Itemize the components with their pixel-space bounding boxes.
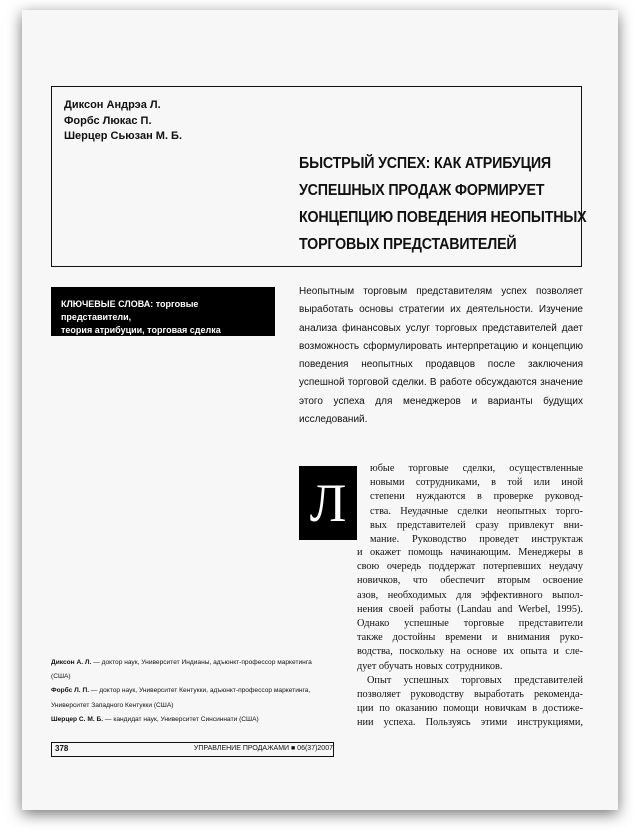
keywords-line-1: КЛЮЧЕВЫЕ СЛОВА: торговые представители, xyxy=(61,299,199,322)
body-line: также достойны времени и внимания руко- xyxy=(357,632,583,644)
footer-rule-bottom xyxy=(51,756,334,757)
article-title xyxy=(299,150,587,258)
body-line: свою очередь поддержат потерпевших неудачу xyxy=(357,561,583,573)
body-line: ства. Неудачные сделки неопытных торго- xyxy=(370,505,583,517)
note-author-name: Шерцер С. М. Б. xyxy=(51,715,104,723)
body-line: вых представителей сразу привлекут вни- xyxy=(370,519,583,531)
title-line: БЫСТРЫЙ УСПЕХ: КАК АТРИБУЦИЯ xyxy=(299,155,551,172)
keywords-box xyxy=(51,287,275,336)
drop-cap: Л xyxy=(299,466,357,540)
body-line: мание. Руководство проведет инструктаж xyxy=(370,534,583,546)
author-note xyxy=(51,684,341,698)
body-line: Однако успешные торговые представители xyxy=(357,618,583,630)
authors-block xyxy=(64,98,182,145)
note-text: — доктор наук, Университет Кентукки, адъюнкт-профессор маркетинга, xyxy=(89,687,311,695)
body-line: юбые торговые сделки, осуществленные xyxy=(370,463,583,474)
footer-rule-left xyxy=(51,742,52,756)
body-line: нии успеха. Пользуясь этими инструкциями, xyxy=(357,717,583,729)
body-line: ции по оказанию помощи новичкам в достиже- xyxy=(357,703,583,715)
abstract-text: Неопытным торговым представителям успех позволяет выработать основы стратегии их деятельности. Изучение анализа финансовых услуг торговых представителей дает возможность сформулировать интерпретацию и концепцию поведения неопытных продавцов после заключения успешной торговой сделки. В работе обсуждаются значение этого успеха для менеджеров и варианты будущих исследований. xyxy=(299,286,583,426)
author-3: Шерцер Сьюзан М. Б. xyxy=(64,130,183,142)
author-note-cont: Университет Западного Кентукки (США) xyxy=(51,701,174,709)
title-line: ТОРГОВЫХ ПРЕДСТАВИТЕЛЕЙ xyxy=(299,236,517,253)
author-2: Форбс Люкас П. xyxy=(64,114,152,127)
footer-rule-top xyxy=(51,742,334,743)
body-line: водства, поскольку на основе их опыта и сле- xyxy=(357,646,583,658)
body-line: Опыт успешных торговых представителей xyxy=(367,674,583,686)
body-line: новичков, что обеспечит вторым освоение xyxy=(357,575,583,587)
title-line: КОНЦЕПЦИЮ ПОВЕДЕНИЯ НЕОПЫТНЫХ xyxy=(299,209,587,226)
author-note xyxy=(51,656,341,670)
author-1: Диксон Андрэа Л. xyxy=(64,99,161,111)
body-text-intro xyxy=(370,462,583,547)
page-number: 378 xyxy=(55,744,69,753)
body-line: позволяет руководству выработать рекоменда- xyxy=(357,689,583,701)
author-note-cont: (США) xyxy=(51,673,71,681)
body-text-main xyxy=(357,546,583,731)
journal-issue: УПРАВЛЕНИЕ ПРОДАЖАМИ ■ 06(37)2007 xyxy=(193,745,333,752)
body-line: степени нуждаются в проверке руковод- xyxy=(370,491,583,503)
body-line: нения своей работы (Landau and Werbel, 1995). xyxy=(357,603,583,615)
note-text: — кандидат наук, Университет Синсиннати (США) xyxy=(103,715,259,723)
keywords-line-2: теория атрибуции, торговая сделка xyxy=(61,325,221,335)
footer-rule-right xyxy=(333,742,334,756)
body-line: дует обучать новых сотрудников. xyxy=(357,660,503,672)
body-line: новыми сотрудниками, в той или иной xyxy=(370,477,583,489)
author-note xyxy=(51,713,341,727)
body-line: азов, необходимых для эффективного выпол- xyxy=(357,589,583,601)
note-author-name: Форбс Л. П. xyxy=(51,687,90,695)
note-text: — доктор наук, Университет Индианы, адъюнкт-профессор маркетинга xyxy=(91,659,312,666)
title-line: УСПЕШНЫХ ПРОДАЖ ФОРМИРУЕТ xyxy=(299,182,545,199)
body-line: и окажет помощь начинающим. Менеджеры в xyxy=(357,547,583,558)
note-author-name: Диксон А. Л. xyxy=(51,659,92,666)
author-notes xyxy=(51,656,341,727)
